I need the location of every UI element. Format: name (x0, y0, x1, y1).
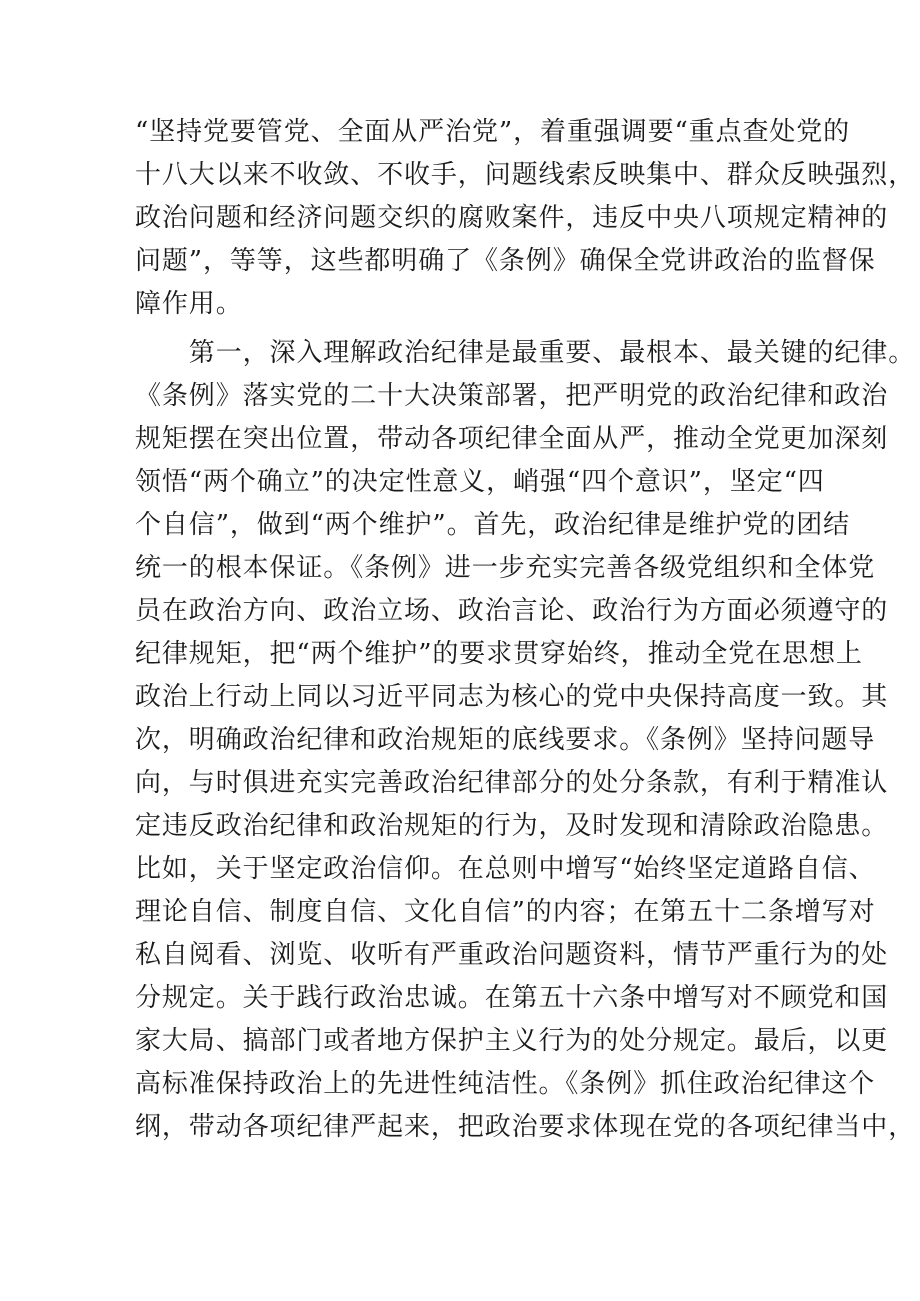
text-line-12: 员在政治方向、政治立场、政治言论、政治行为方面必须遵守的 (135, 596, 889, 626)
text-line-1: “坚持党要管党、全面从严治党”，着重强调要“重点查处党的 (135, 117, 851, 147)
text-line-14: 政治上行动上同以习近平同志为核心的党中央保持高度一致。其 (135, 682, 889, 712)
text-line-5: 障作用。 (135, 289, 243, 319)
text-line-18: 比如，关于坚定政治信仰。在总则中增写“始终坚定道路自信、 (135, 854, 876, 884)
text-line-23: 高标准保持政治上的先进性纯洁性。《条例》抓住政治纪律这个 (135, 1069, 876, 1099)
text-line-17: 定违反政治纪律和政治规矩的行为，及时发现和清除政治隐患。 (135, 811, 889, 841)
text-line-3: 政治问题和经济问题交织的腐败案件，违反中央八项规定精神的 (135, 203, 889, 233)
document-body (135, 111, 916, 1149)
text-line-21: 分规定。关于践行政治忠诚。在第五十六条中增写对不顾党和国 (135, 983, 889, 1013)
text-line-6: 第一，深入理解政治纪律是最重要、最根本、最关键的纪律。 (135, 338, 916, 368)
text-line-4: 问题”，等等，这些都明确了《条例》确保全党讲政治的监督保 (135, 246, 876, 276)
text-line-22: 家大局、搞部门或者地方保护主义行为的处分规定。最后，以更 (135, 1026, 889, 1056)
text-line-24: 纲，带动各项纪律严起来，把政治要求体现在党的各项纪律当中， (135, 1112, 916, 1142)
text-line-9: 领悟“两个确立”的决定性意义，峭强“四个意识”，坚定“四 (135, 467, 825, 497)
text-line-19: 理论自信、制度自信、文化自信”的内容；在第五十二条增写对 (135, 897, 876, 927)
text-line-10: 个自信”，做到“两个维护”。首先，政治纪律是维护党的团结 (135, 510, 851, 540)
text-line-13: 纪律规矩，把“两个维护”的要求贯穿始终，推动全党在思想上 (135, 639, 863, 669)
text-line-7: 《条例》落实党的二十大决策部署，把严明党的政治纪律和政治 (135, 381, 889, 411)
text-line-11: 统一的根本保证。《条例》进一步充实完善各级党组织和全体党 (135, 553, 876, 583)
text-line-16: 向，与时俱进充实完善政治纪律部分的处分条款，有利于精准认 (135, 768, 889, 798)
text-line-8: 规矩摆在突出位置，带动各项纪律全面从严，推动全党更加深刻 (135, 424, 889, 454)
text-line-15: 次，明确政治纪律和政治规矩的底线要求。《条例》坚持问题导 (135, 725, 876, 755)
text-line-20: 私自阅看、浏览、收听有严重政治问题资料，情节严重行为的处 (135, 940, 889, 970)
text-line-2: 十八大以来不收敛、不收手，问题线索反映集中、群众反映强烈， (135, 160, 916, 190)
